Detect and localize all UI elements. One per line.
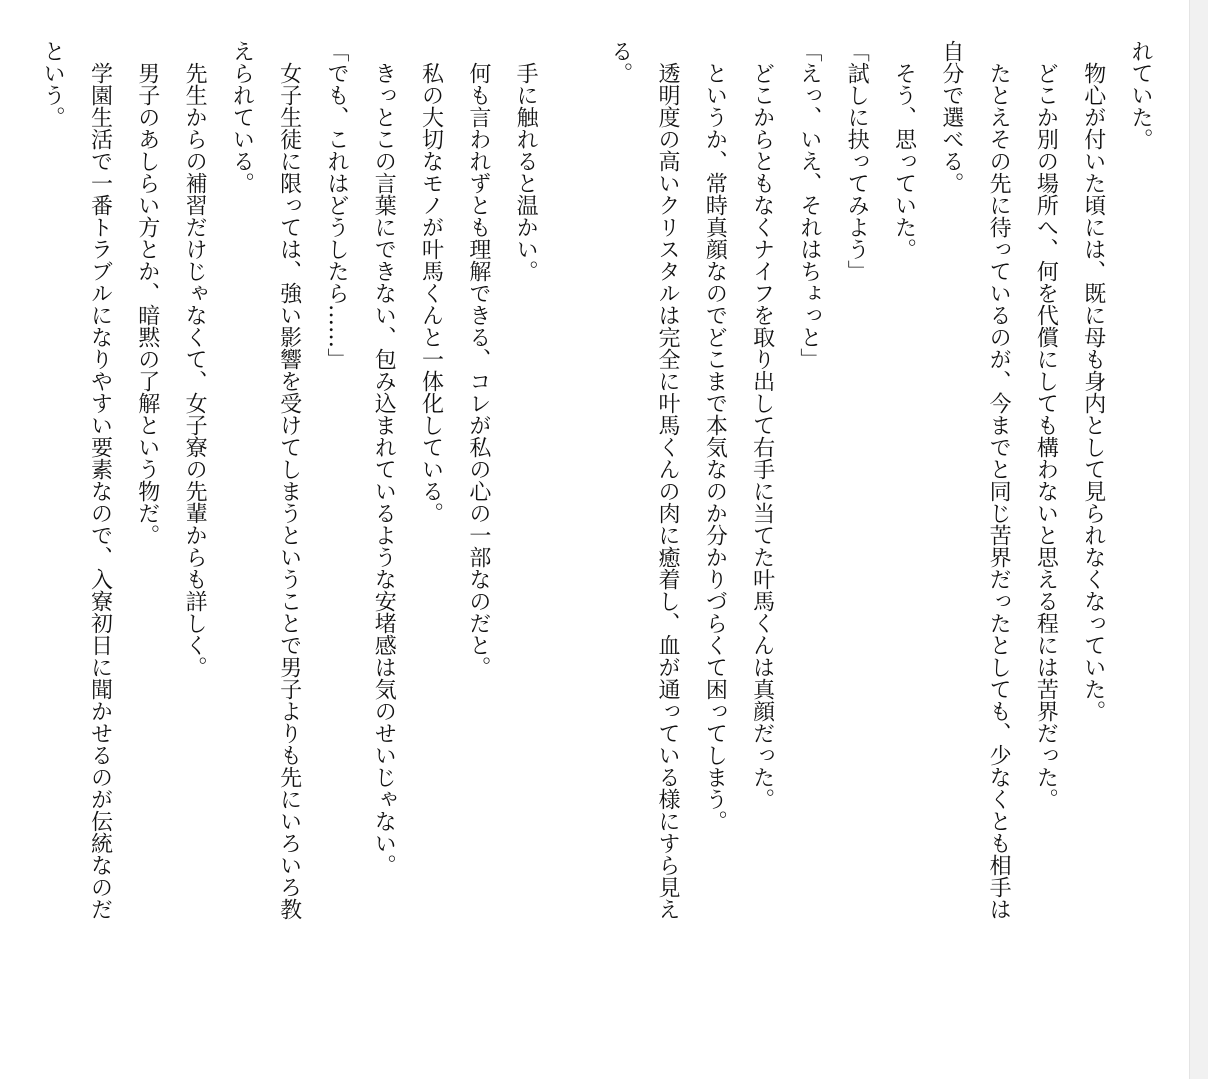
text-line: 学園生活で一番トラブルになりやすい要素なので、入寮初日に聞かせるのが伝統なのだ <box>87 40 113 920</box>
text-line: どこか別の場所へ、何を代償にしても構わないと思える程には苦界だった。 <box>1033 40 1059 810</box>
vertical-text-body <box>29 40 1164 1070</box>
text-line: 先生からの補習だけじゃなくて、女子寮の先輩からも詳しく。 <box>182 40 208 678</box>
text-line: 物心が付いた頃には、既に母も身内として見られなくなっていた。 <box>1080 40 1106 722</box>
blank-line <box>549 40 596 1070</box>
text-line: たとえその先に待っているのが、今までと同じ苦界だったとしても、少なくとも相手は <box>986 40 1012 920</box>
text-line: という。 <box>40 40 66 128</box>
text-line: る。 <box>607 40 633 84</box>
text-line: 透明度の高いクリスタルは完全に叶馬くんの肉に癒着し、血が通っている様にすら見え <box>655 40 681 920</box>
text-line: 私の大切なモノが叶馬くんと一体化している。 <box>418 40 444 524</box>
text-line: 「えっ、いえ、それはちょっと」 <box>796 40 822 370</box>
text-line: というか、常時真顔なのでどこまで本気なのか分かりづらくて困ってしまう。 <box>702 40 728 832</box>
text-line: 自分で選べる。 <box>938 40 964 194</box>
text-line: 手に触れると温かい。 <box>513 40 539 282</box>
text-line: れていた。 <box>1128 40 1153 150</box>
text-line: 男子のあしらい方とか、暗黙の了解という物だ。 <box>134 40 160 546</box>
page-edge <box>1189 0 1208 1079</box>
text-line: 女子生徒に限っては、強い影響を受けてしまうということで男子よりも先にいろいろ教 <box>276 40 302 920</box>
text-line: 「でも、これはどうしたら……」 <box>323 40 349 370</box>
text-line: きっとこの言葉にできない、包み込まれているような安堵感は気のせいじゃない。 <box>371 40 397 876</box>
text-line: 何も言われずとも理解できる、コレが私の心の一部なのだと。 <box>465 40 491 678</box>
text-line: そう、思っていた。 <box>891 40 917 260</box>
text-line: えられている。 <box>229 40 255 194</box>
text-line: どこからともなくナイフを取り出して右手に当てた叶馬くんは真顔だった。 <box>749 40 775 810</box>
text-line: 「試しに抉ってみよう」 <box>844 40 870 282</box>
